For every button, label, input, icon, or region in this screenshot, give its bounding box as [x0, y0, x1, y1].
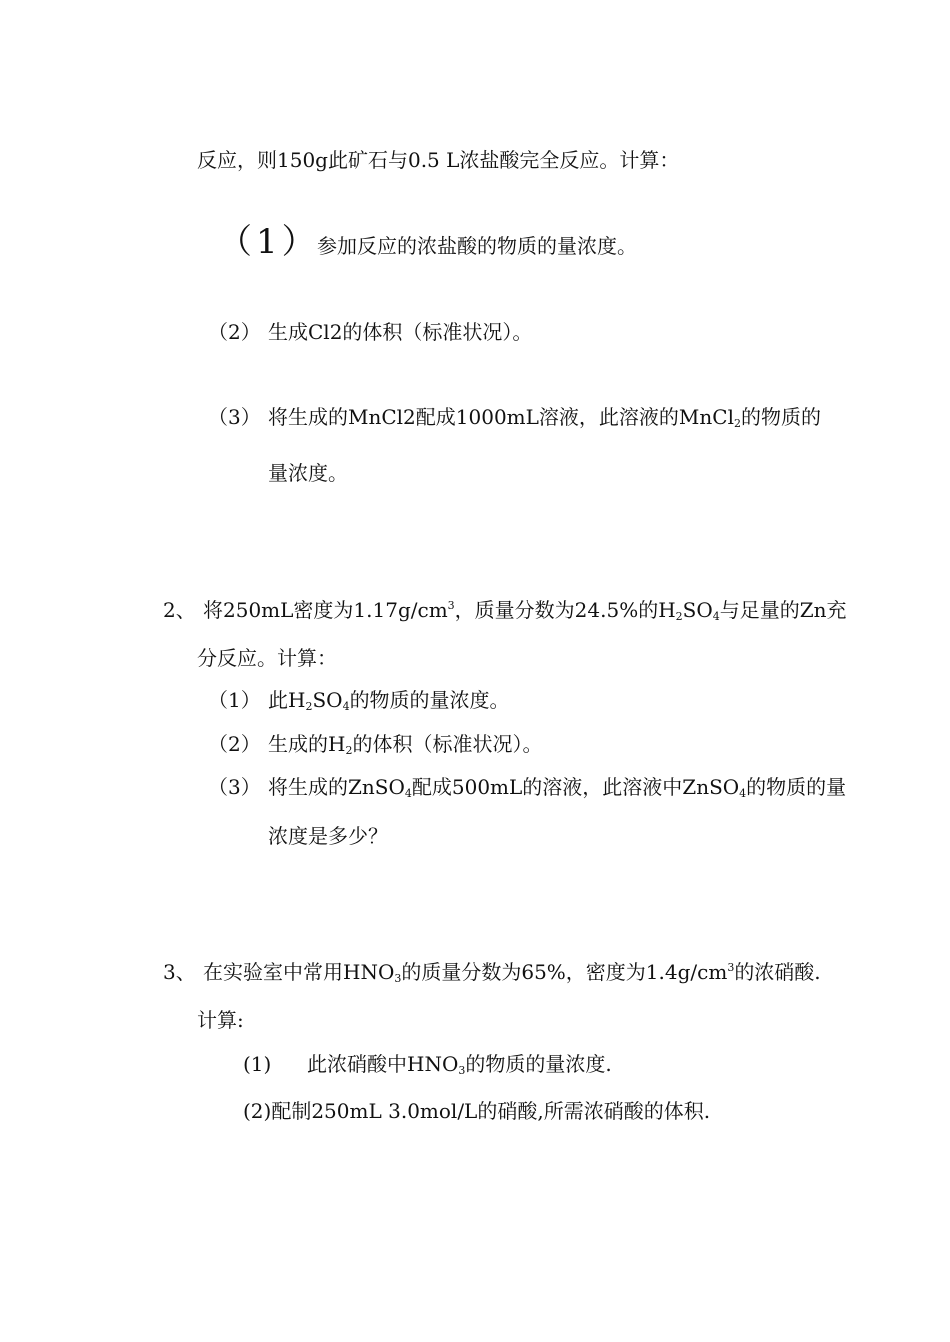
p1-q1-text-line: [317, 232, 637, 260]
p3-text-b: 的质量分数为65%，密度为1.4g/cm: [401, 960, 728, 984]
p2-q1: [208, 686, 261, 714]
p3-q2: [243, 1097, 710, 1125]
p2-q2-text-line: [268, 730, 542, 758]
p2-q2-a: 生成的H: [268, 732, 346, 756]
p1-intro-line: [197, 146, 679, 174]
p2-q2: [208, 730, 261, 758]
p2-sup3: 3: [447, 599, 455, 612]
p1-q3-text-b: 的物质的: [741, 405, 821, 429]
p3-sub3: 3: [394, 972, 402, 985]
p3-q1-text-line: [307, 1050, 612, 1078]
p3-q1-sub3: 3: [458, 1064, 466, 1077]
p2-q3: [208, 773, 261, 801]
p2-text-a: 将250mL密度为1.17g/cm: [203, 598, 448, 622]
p2-q1-sub4: 4: [342, 700, 350, 713]
p3-sup3: 3: [727, 961, 735, 974]
p1-q3-continuation: [268, 459, 348, 487]
p1-q3-text-a: 将生成的MnCl2配成1000mL溶液，此溶液的MnCl: [268, 405, 734, 429]
p3-q1-b: 的物质的量浓度.: [465, 1052, 612, 1076]
p1-q2-text-line: [268, 318, 532, 346]
p2-sub4: 4: [712, 610, 720, 623]
p2-q1-a: 此H: [268, 688, 306, 712]
p3-stem: [203, 958, 821, 986]
p2-q3-text-line: [268, 773, 846, 801]
p1-intro-text: 反应，则150g此矿石与0.5 L浓盐酸完全反应。计算：: [197, 148, 680, 172]
p1-q2-text: 生成Cl2的体积（标准状况）。: [268, 320, 533, 344]
p2-sub2: 2: [675, 610, 683, 623]
p2-q2-sub2: 2: [345, 744, 353, 757]
p2-number-text: 2、: [163, 598, 196, 622]
p2-q2-marker: （2）: [208, 732, 261, 756]
p2-q1-text-line: [268, 686, 510, 714]
p2-q1-c: 的物质的量浓度。: [349, 688, 510, 712]
p1-q1: [218, 222, 320, 262]
p3-q2-text: (2)配制250mL 3.0mol/L的硝酸,所需浓硝酸的体积.: [243, 1099, 711, 1123]
p3-stem-continuation: [197, 1006, 244, 1034]
p3-cont-text: 计算:: [197, 1008, 244, 1032]
p3-q1: [243, 1050, 271, 1078]
p3-text-a: 在实验室中常用HNO: [203, 960, 395, 984]
p2-q3-a: 将生成的ZnSO: [268, 775, 405, 799]
p2-q3-continuation: [268, 822, 388, 850]
p2-q1-sub2: 2: [305, 700, 313, 713]
p1-q2: [208, 318, 261, 346]
p3-number-text: 3、: [163, 960, 196, 984]
p1-q2-marker: （2）: [208, 320, 261, 344]
p1-q3-cont-text: 量浓度。: [268, 461, 348, 485]
p2-q2-b: 的体积（标准状况）。: [352, 732, 543, 756]
p1-q3-marker: （3）: [208, 405, 261, 429]
p2-q3-sub4a: 4: [404, 787, 412, 800]
p2-q3-c: 的物质的量: [746, 775, 847, 799]
p1-q3-subscript: 2: [734, 417, 741, 430]
p2-text-b: ，质量分数为24.5%的H: [454, 598, 676, 622]
p2-text-d: 与足量的Zn充: [719, 598, 847, 622]
p2-q1-marker: （1）: [208, 688, 261, 712]
p1-q1-marker: （1）: [218, 222, 320, 262]
p1-q1-text: 参加反应的浓盐酸的物质的量浓度。: [317, 234, 637, 258]
p3-text-c: 的浓硝酸.: [734, 960, 821, 984]
p2-stem-continuation: [197, 644, 337, 672]
p2-q3-marker: （3）: [208, 775, 261, 799]
p2-q1-b: SO: [312, 688, 343, 712]
p2-q3-sub4b: 4: [739, 787, 747, 800]
p2-q3-cont-text: 浓度是多少？: [268, 824, 388, 848]
p3-q1-marker: (1): [243, 1052, 272, 1076]
p1-q3: [208, 403, 261, 431]
p3-number: [163, 958, 196, 986]
p2-number: [163, 596, 196, 624]
p2-stem: [203, 596, 847, 624]
p2-q3-b: 配成500mL的溶液，此溶液中ZnSO: [411, 775, 740, 799]
p2-text-c: SO: [682, 598, 713, 622]
p1-q3-text-line: [268, 403, 821, 431]
p3-q1-a: 此浓硝酸中HNO: [307, 1052, 459, 1076]
p2-cont-text: 分反应。计算：: [197, 646, 337, 670]
